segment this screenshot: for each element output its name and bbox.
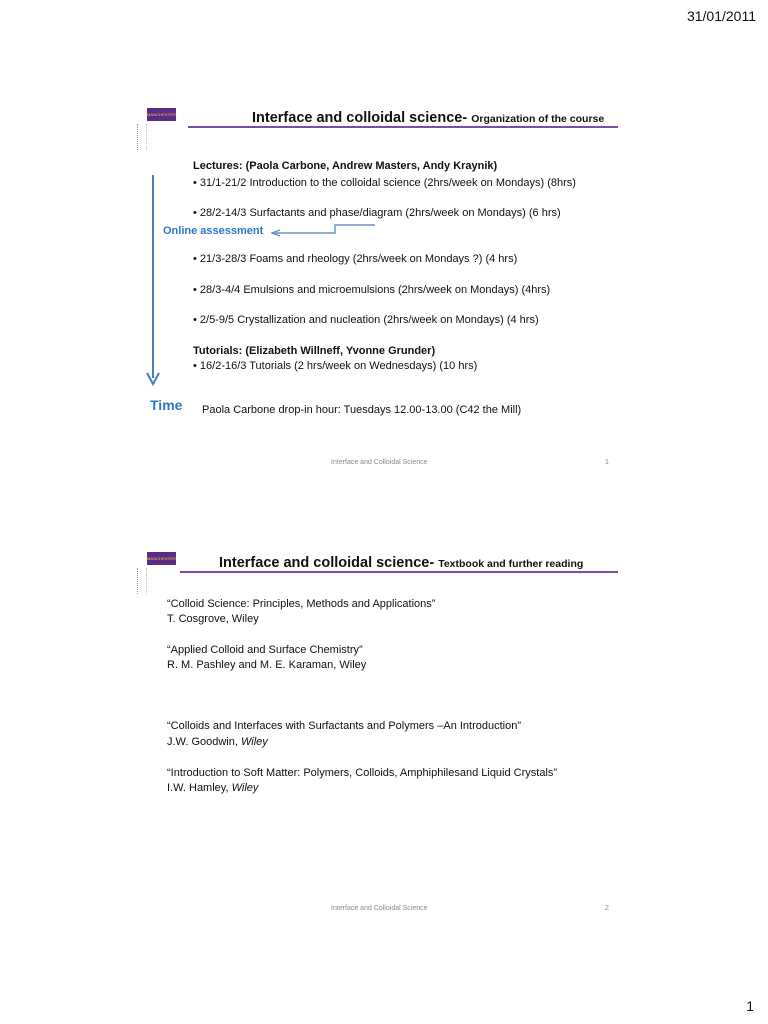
title-underline [180,571,618,573]
slide-subtitle: Organization of the course [471,113,605,125]
tutorials-item: • 16/2-16/3 Tutorials (2 hrs/week on Wednesdays) (10 hrs) [193,360,478,372]
book-3-title: “Colloids and Interfaces with Surfactants and Polymers –An Introduction” [167,720,522,732]
slide-title [219,555,583,571]
book-3-publisher: Wiley [240,736,268,748]
slide-subtitle: Textbook and further reading [438,558,584,570]
book-4-title: “Introduction to Soft Matter: Polymers, Colloids, Amphiphilesand Liquid Crystals” [167,767,558,779]
slide-footer: Interface and Colloidal Science [331,905,428,912]
assessment-connector [275,225,375,233]
lecture-item-4: • 28/3-4/4 Emulsions and microemulsions (2hrs/week on Mondays) (4hrs) [193,284,551,296]
university-crest-icon [137,568,147,594]
book-1-author: T. Cosgrove, Wiley [167,613,259,625]
slide-number: 1 [605,459,609,466]
time-label: Time [150,397,183,413]
book-1-title: “Colloid Science: Principles, Methods and Applications” [167,598,436,610]
university-logo: MANCHESTER [147,552,176,565]
tutorials-header: Tutorials: (Elizabeth Willneff, Yvonne Grunder) [193,345,436,357]
book-4-publisher: Wiley [231,782,259,794]
book-3-author-name: J.W. Goodwin, [167,736,241,748]
slide-footer: Interface and Colloidal Science [331,459,428,466]
university-logo: MANCHESTER [147,108,176,121]
lecture-item-2: • 28/2-14/3 Surfactants and phase/diagram (2hrs/week on Mondays) (6 hrs) [193,207,561,219]
lectures-header: Lectures: (Paola Carbone, Andrew Masters, Andy Kraynik) [193,160,498,172]
page-date: 31/01/2011 [686,8,756,24]
lecture-item-5: • 2/5-9/5 Crystallization and nucleation (2hrs/week on Mondays) (4 hrs) [193,314,539,326]
slide-number: 2 [605,905,609,912]
lecture-item-1: • 31/1-21/2 Introduction to the colloidal science (2hrs/week on Mondays) (8hrs) [193,177,576,189]
page-number: 1 [746,998,754,1014]
book-2-author: R. M. Pashley and M. E. Karaman, Wiley [167,659,367,671]
online-assessment-label: Online assessment [163,225,264,237]
book-2-title: “Applied Colloid and Surface Chemistry” [167,644,363,656]
slide-title-main: Interface and colloidal science- [252,110,468,126]
lecture-item-3: • 21/3-28/3 Foams and rheology (2hrs/week on Mondays ?) (4 hrs) [193,253,518,265]
book-4-author-name: I.W. Hamley, [167,782,232,794]
slide-title-main: Interface and colloidal science- [219,555,435,571]
slide-2 [0,500,768,930]
book-4-author [167,781,258,795]
book-3-author [167,735,268,749]
slide-1 [0,0,768,490]
slide-1-arrows [0,0,768,490]
drop-in-hour: Paola Carbone drop-in hour: Tuesdays 12.00-13.00 (C42 the Mill) [202,404,522,416]
